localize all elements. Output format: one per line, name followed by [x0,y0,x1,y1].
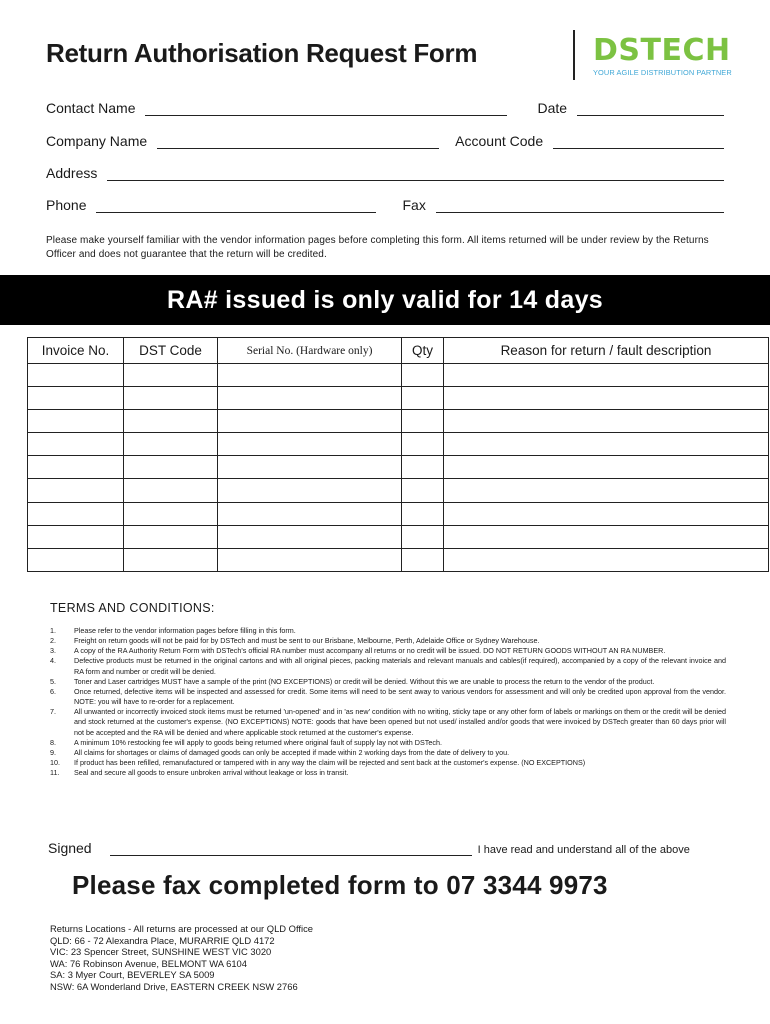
returns-table [27,337,769,572]
table-cell[interactable] [402,502,444,525]
term-number: 6. [50,686,56,696]
term-number: 10. [50,758,60,768]
table-cell[interactable] [28,456,124,479]
terms-heading: TERMS AND CONDITIONS: [50,601,215,615]
signature-row [48,840,728,856]
table-cell[interactable] [402,479,444,502]
table-cell[interactable] [28,433,124,456]
table-cell[interactable] [402,364,444,387]
table-cell[interactable] [124,548,218,571]
table-cell[interactable] [28,364,124,387]
table-cell[interactable] [124,456,218,479]
table-row [28,387,769,410]
col-serial-no: Serial No. (Hardware only) [218,338,402,364]
phone-label: Phone [46,197,87,213]
table-row [28,479,769,502]
table-cell[interactable] [444,364,769,387]
table-cell[interactable] [28,502,124,525]
table-cell[interactable] [218,502,402,525]
table-cell[interactable] [402,387,444,410]
term-item [50,738,726,748]
table-cell[interactable] [402,410,444,433]
location-line: NSW: 6A Wonderland Drive, EASTERN CREEK NSW 2766 [50,980,298,992]
locations-heading: Returns Locations - All returns are processed at our QLD Office [50,923,313,934]
table-cell[interactable] [218,433,402,456]
term-number: 11. [50,768,60,778]
table-cell[interactable] [124,433,218,456]
contact-name-field[interactable] [145,102,507,116]
table-cell[interactable] [218,410,402,433]
company-name-label: Company Name [46,133,148,149]
table-cell[interactable] [402,525,444,548]
signature-field[interactable] [110,842,472,856]
fax-field[interactable] [436,199,724,213]
term-number: 7. [50,707,56,717]
location-line: QLD: 66 - 72 Alexandra Place, MURARRIE QLD 4172 [50,934,275,946]
signed-label: Signed [48,840,92,856]
terms-list [50,626,726,778]
table-cell[interactable] [444,479,769,502]
table-row [28,433,769,456]
term-number: 4. [50,656,56,666]
term-item [50,626,726,636]
col-qty: Qty [402,338,444,364]
table-cell[interactable] [218,548,402,571]
col-reason: Reason for return / fault description [444,338,769,364]
term-number: 5. [50,676,56,686]
location-line: WA: 76 Robinson Avenue, BELMONT WA 6104 [50,957,247,969]
term-text: Freight on return goods will not be paid for by DSTech and must be sent to our Brisbane, Melbourne, Perth, Adelaide Office or Sydney Warehouse. [74,636,540,646]
date-field[interactable] [577,102,724,116]
table-row [28,525,769,548]
term-text: All claims for shortages or claims of damaged goods can only be accepted if made within 2 working days from the date of delivery to you. [74,747,510,757]
table-cell[interactable] [124,525,218,548]
fax-instruction: Please fax completed form to 07 3344 9973 [72,870,608,900]
date-label: Date [537,100,568,116]
table-cell[interactable] [124,502,218,525]
table-cell[interactable] [402,433,444,456]
table-cell[interactable] [28,410,124,433]
acknowledgement-text: I have read and understand all of the above [477,844,690,856]
table-cell[interactable] [28,387,124,410]
ra-validity-banner: RA# issued is only valid for 14 days [0,275,770,325]
table-cell[interactable] [402,548,444,571]
term-item [50,758,726,768]
term-item [50,656,726,676]
term-text: Once returned, defective items will be inspected and assessed for credit. Some items will need to be sent away to various vendors for assessment and will only be credited upon approval from the vendor. NOTE: you will have to re-order for a replacement. [74,686,726,707]
table-cell[interactable] [218,364,402,387]
term-text: Toner and Laser cartridges MUST have a sample of the print (NO EXCEPTIONS) or credit will be denied. Without this we are unable to process the return to the vendor of the product. [74,676,655,686]
term-item [50,636,726,646]
phone-fax-row [46,197,724,213]
table-cell[interactable] [444,456,769,479]
address-field[interactable] [107,167,724,181]
term-number: 2. [50,636,56,646]
dstech-logo [593,33,753,80]
table-cell[interactable] [218,525,402,548]
table-cell[interactable] [218,387,402,410]
term-item [50,687,726,707]
table-cell[interactable] [444,525,769,548]
address-row [46,165,724,181]
table-cell[interactable] [444,502,769,525]
notice-text: Please make yourself familiar with the vendor information pages before completing this form. All items returned will be under review by the Returns Officer and does not guarantee that the return will be credited. [46,235,709,260]
term-number: 8. [50,737,56,747]
table-row [28,548,769,571]
logo-wordmark: DSTECH [593,33,731,68]
table-cell[interactable] [124,410,218,433]
contact-date-row [46,100,724,116]
location-line: SA: 3 Myer Court, BEVERLEY SA 5009 [50,969,215,981]
table-cell[interactable] [444,410,769,433]
fax-label: Fax [402,197,426,213]
location-line: VIC: 23 Spencer Street, SUNSHINE WEST VIC 3020 [50,946,272,958]
company-name-field[interactable] [157,135,439,149]
table-row [28,364,769,387]
returns-locations [50,923,313,993]
term-text: A minimum 10% restocking fee will apply to goods being returned where original fault of supply lay not with DSTech. [74,737,442,747]
col-invoice-no: Invoice No. [28,338,124,364]
term-number: 9. [50,747,56,757]
page-title: Return Authorisation Request Form [46,38,478,68]
term-text: Seal and secure all goods to ensure unbroken arrival without leakage or loss in transit. [74,768,349,778]
term-text: Please refer to the vendor information pages before filling in this form. [74,626,296,635]
company-account-row [46,133,724,149]
table-row [28,502,769,525]
table-cell[interactable] [28,548,124,571]
table-cell[interactable] [218,456,402,479]
term-item [50,677,726,687]
table-cell[interactable] [444,433,769,456]
term-text: All unwanted or incorrectly invoiced stock items must be returned 'un-opened' and in 'as new' condition with no writing, sticky tape or any other form of labels or markings on them or the credit will be denied and stock returned at the customer's expense. (NO EXCEPTIONS) NOTE: goods that have been opened but not used/ installed and/or goods that were invoiced by DSTech greater than 60 days prior will not be accepted and the RA will be denied and where applicable stock returned at the customer's expense. [74,707,726,737]
address-label: Address [46,165,98,181]
table-cell[interactable] [124,479,218,502]
table-row [28,456,769,479]
account-code-label: Account Code [455,133,544,149]
term-text: Defective products must be returned in the original cartons and with all original pieces, packing materials and relevant manuals and cables(if required), accompanied by a copy of the relevant invoice and RA form and number or credit will be denied. [74,656,726,676]
table-cell[interactable] [28,525,124,548]
table-cell[interactable] [124,387,218,410]
term-number: 1. [50,626,56,635]
table-row [28,410,769,433]
col-dst-code: DST Code [124,338,218,364]
term-text: A copy of the RA Authority Return Form with DSTech's official RA number must accompany all returns or no credit will be issued. DO NOT RETURN GOODS WITHOUT AN RA NUMBER. [74,646,666,656]
table-header-row [28,338,769,364]
term-text: If product has been refilled, remanufactured or tampered with in any way the claim will be rejected and sent back at the customer's expense. (NO EXCEPTIONS) [74,758,586,768]
table-cell[interactable] [124,364,218,387]
table-cell[interactable] [444,387,769,410]
term-number: 3. [50,646,56,656]
term-item [50,707,726,737]
logo-tagline: YOUR AGILE DISTRIBUTION PARTNER [593,68,732,77]
header-divider [573,30,575,80]
table-cell[interactable] [218,479,402,502]
table-cell[interactable] [444,548,769,571]
contact-name-label: Contact Name [46,100,136,116]
phone-field[interactable] [96,199,376,213]
table-cell[interactable] [402,456,444,479]
term-item [50,646,726,656]
term-item [50,768,726,778]
term-item [50,748,726,758]
table-cell[interactable] [28,479,124,502]
account-code-field[interactable] [553,135,724,149]
